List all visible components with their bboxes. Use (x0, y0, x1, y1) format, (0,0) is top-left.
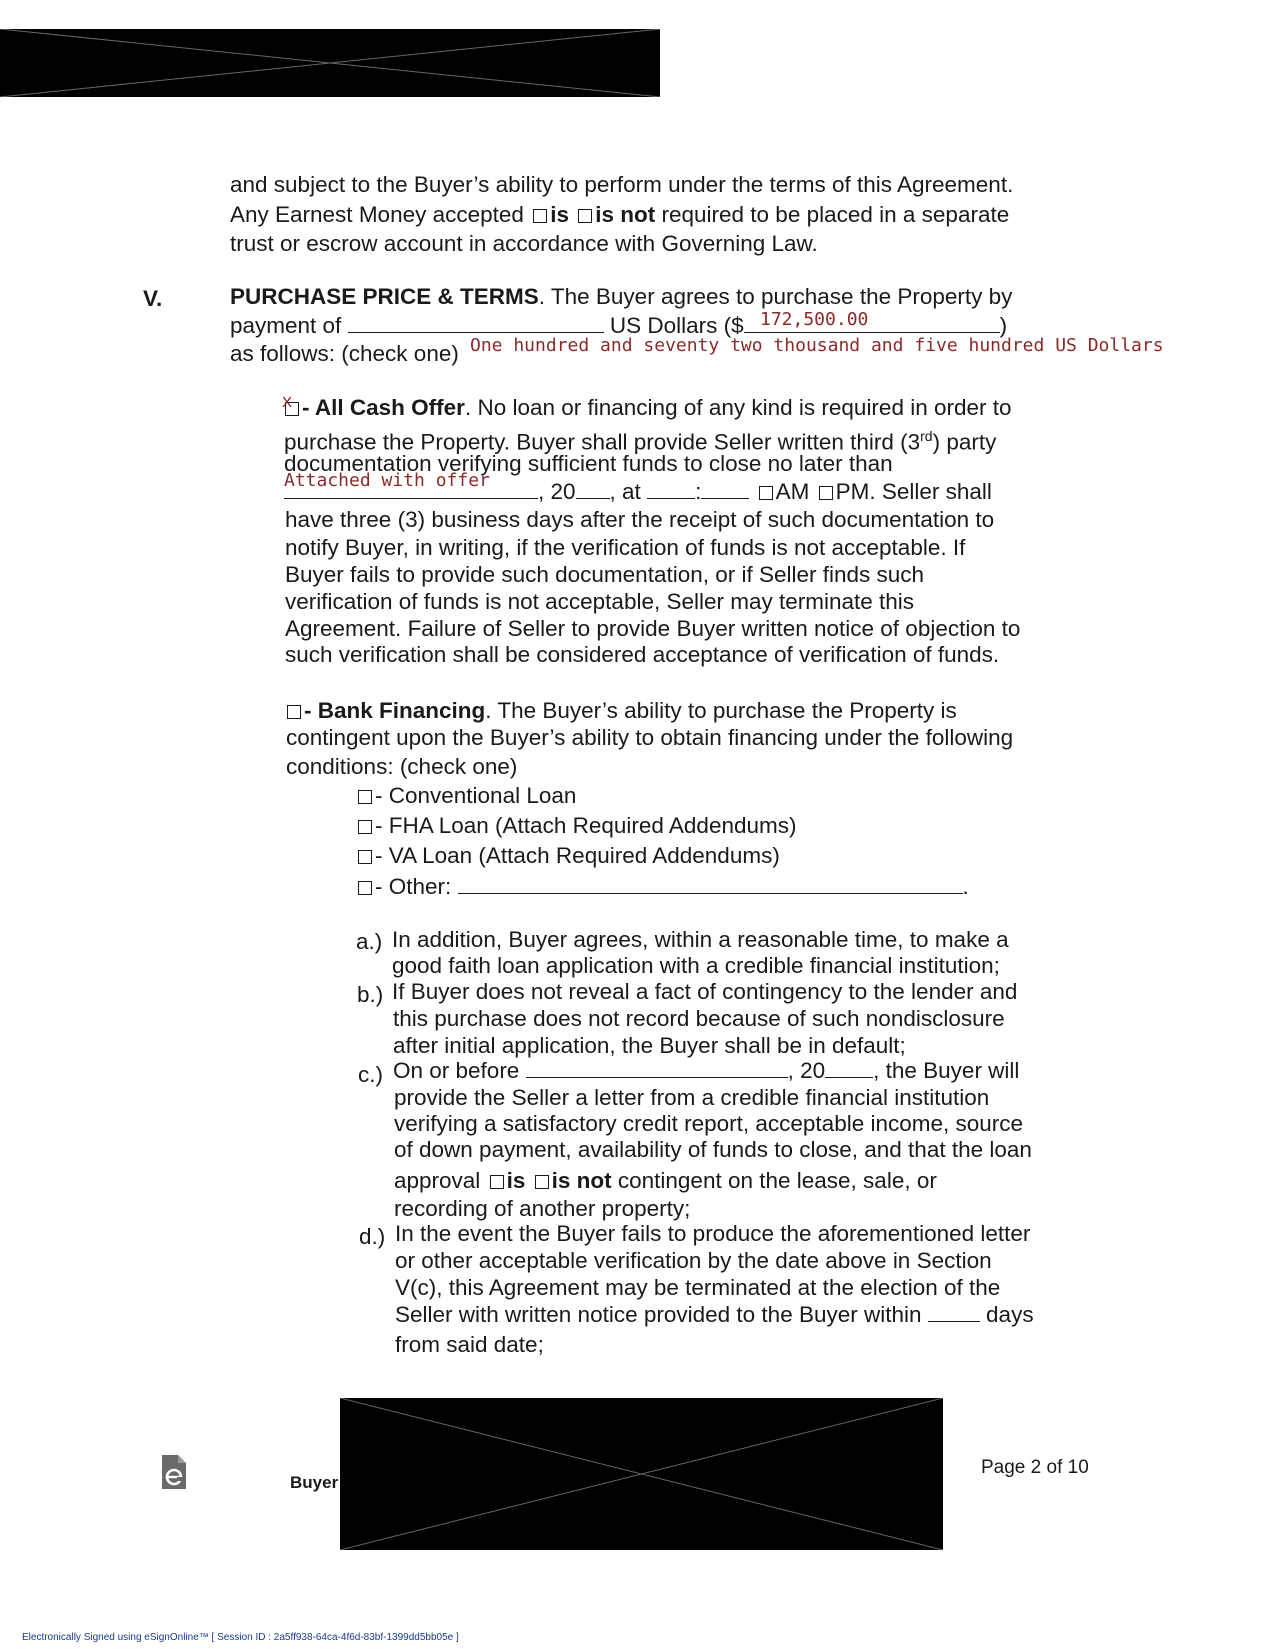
comma-20: , 20 (538, 479, 576, 504)
redaction-signature (340, 1398, 943, 1550)
intro-line-2 (230, 200, 1009, 230)
item-d-line-3: V(c), this Agreement may be terminated at the election of the (395, 1275, 1001, 1300)
bank-financing-line-1-rest: . The Buyer’s ability to purchase the Property is (485, 698, 957, 723)
intro-line-2-post: required to be placed in a separate (661, 202, 1010, 227)
loan-approval-is-label: is (506, 1168, 526, 1193)
cash-offer-body-1: have three (3) business days after the receipt of such documentation to (285, 507, 995, 532)
item-c-line-1-pre: On or before (393, 1058, 520, 1083)
item-c-line-4: of down payment, availability of funds to close, and that the loan (394, 1137, 1032, 1162)
item-b-line-3: after initial application, the Buyer shall be in default; (393, 1033, 906, 1058)
item-c-line-2: provide the Seller a letter from a credible financial institution (394, 1085, 990, 1110)
cash-offer-line-1 (282, 393, 1012, 423)
item-d-line-4-post: days (986, 1302, 1034, 1327)
esign-session-footer: Electronically Signed using eSignOnline™ [ Session ID : 2a5ff938-64ca-4f6d-83bf-1399dd5bb05e ] (22, 1632, 459, 1643)
item-c-line-1-post: , the Buyer will (873, 1058, 1020, 1083)
am-label: AM (775, 479, 810, 504)
on-or-before-year-blank[interactable] (825, 1057, 873, 1078)
fha-loan-label: - FHA Loan (Attach Required Addendums) (375, 813, 797, 838)
item-d-line-4 (395, 1300, 1034, 1330)
item-a-line-1: In addition, Buyer agrees, within a reasonable time, to make a (392, 927, 1009, 952)
item-d-line-4-pre: Seller with written notice provided to the Buyer within (395, 1302, 922, 1327)
item-c-line-6: recording of another property; (394, 1196, 691, 1221)
item-c-line-5 (394, 1166, 937, 1196)
bank-financing-line-2: contingent upon the Buyer’s ability to obtain financing under the following (286, 725, 1014, 750)
section-numeral: V. (143, 286, 163, 311)
am-checkbox[interactable] (759, 486, 773, 500)
intro-line-3: trust or escrow account in accordance with Governing Law. (230, 231, 818, 256)
cash-offer-checkmark: X (282, 394, 293, 411)
item-d-line-5: from said date; (395, 1332, 544, 1357)
payment-words-value: One hundred and seventy two thousand and five hundred US Dollars (470, 335, 1164, 356)
loan-option-other (355, 872, 969, 902)
earnest-is-checkbox[interactable] (533, 209, 547, 223)
payment-of-label: payment of (230, 313, 342, 338)
item-b-label: b.) (357, 982, 384, 1007)
loan-approval-is-not-label: is not (551, 1168, 612, 1193)
pm-label: PM. Seller shall (835, 479, 992, 504)
cash-offer-body-6: such verification shall be considered acceptance of verification of funds. (285, 642, 1000, 667)
cash-offer-line-1-rest: . No loan or financing of any kind is required in order to (464, 395, 1012, 420)
pm-checkbox[interactable] (819, 486, 833, 500)
intro-line-2-pre: Any Earnest Money accepted (230, 202, 524, 227)
loan-option-va (355, 841, 780, 871)
bank-financing-title: - Bank Financing (304, 698, 486, 723)
bank-financing-line-3: conditions: (check one) (286, 754, 518, 779)
cash-offer-body-2: notify Buyer, in writing, if the verification of funds is not acceptable. If (285, 535, 966, 560)
at-label: , at (609, 479, 641, 504)
us-dollars-label: US Dollars ($ (609, 313, 744, 338)
other-loan-label: - Other: (375, 874, 452, 899)
item-c-label: c.) (358, 1062, 383, 1087)
loan-option-fha (355, 811, 796, 841)
item-c-line-5-post: contingent on the lease, sale, or (617, 1168, 937, 1193)
bank-financing-line-1 (284, 696, 957, 726)
earnest-is-not-checkbox[interactable] (578, 209, 592, 223)
cash-offer-body-4: verification of funds is not acceptable, Seller may terminate this (285, 589, 915, 614)
item-d-line-1: In the event the Buyer fails to produce the aforementioned letter (395, 1221, 1031, 1246)
cash-offer-body-5: Agreement. Failure of Seller to provide Buyer written notice of objection to (285, 616, 1021, 641)
cash-offer-checkbox[interactable] (282, 394, 299, 416)
intro-line-1: and subject to the Buyer’s ability to perform under the terms of this Agreement. (230, 172, 1014, 197)
cash-offer-date-line (284, 477, 992, 507)
va-loan-label: - VA Loan (Attach Required Addendums) (375, 843, 780, 868)
cash-line-2-sup: rd (920, 428, 933, 444)
loan-option-conventional (355, 781, 576, 811)
buyer-label: Buyer (290, 1473, 339, 1492)
on-or-before-date-blank[interactable] (526, 1057, 788, 1078)
close-paren: ) (999, 313, 1008, 338)
item-d-line-2: or other acceptable verification by the date above in Section (395, 1248, 992, 1273)
bank-financing-checkbox[interactable] (287, 705, 301, 719)
cash-line-2-post: ) party (932, 429, 997, 455)
cash-line-2-pre: purchase the Property. Buyer shall provide Seller written third (3 (284, 429, 921, 455)
fha-loan-checkbox[interactable] (358, 820, 372, 834)
redaction-top (0, 29, 660, 97)
item-d-label: d.) (359, 1224, 386, 1249)
conventional-loan-label: - Conventional Loan (375, 783, 577, 808)
cash-minute-blank[interactable] (701, 478, 749, 499)
earnest-is-label: is (550, 202, 569, 227)
cash-hour-blank[interactable] (647, 478, 695, 499)
section-heading-rest: . The Buyer agrees to purchase the Property by (538, 284, 1013, 309)
item-c-line-3: verifying a satisfactory credit report, acceptable income, source (394, 1111, 1024, 1136)
payment-words-blank[interactable] (348, 312, 604, 333)
va-loan-checkbox[interactable] (358, 850, 372, 864)
item-b-line-2: this purchase does not record because of such nondisclosure (393, 1006, 1005, 1031)
cash-date-value: Attached with offer (284, 470, 490, 491)
section-heading: PURCHASE PRICE & TERMS (230, 284, 539, 309)
cash-date-blank[interactable] (284, 478, 538, 499)
conventional-loan-checkbox[interactable] (358, 790, 372, 804)
cash-offer-title: - All Cash Offer (302, 395, 465, 420)
section-heading-line (230, 282, 1012, 312)
cash-year-blank[interactable] (576, 478, 610, 499)
item-c-line-1 (393, 1056, 1019, 1086)
earnest-is-not-label: is not (595, 202, 656, 227)
esign-logo-icon (160, 1453, 188, 1491)
item-c-line-5-pre: approval (394, 1168, 481, 1193)
item-a-label: a.) (356, 929, 383, 954)
termination-days-blank[interactable] (928, 1301, 980, 1322)
loan-approval-is-checkbox[interactable] (490, 1175, 504, 1189)
item-c-line-1-mid: , 20 (787, 1058, 826, 1083)
other-loan-blank[interactable] (458, 873, 963, 894)
item-b-line-1: If Buyer does not reveal a fact of contingency to the lender and (392, 979, 1018, 1004)
loan-approval-is-not-checkbox[interactable] (535, 1175, 549, 1189)
cash-offer-line-3: documentation verifying sufficient funds to close no later than (284, 451, 893, 476)
as-follows-label: as follows: (check one) (230, 341, 459, 366)
page-number: Page 2 of 10 (981, 1457, 1089, 1478)
cash-offer-body-3: Buyer fails to provide such documentation, or if Seller finds such (285, 562, 925, 587)
other-loan-checkbox[interactable] (358, 881, 372, 895)
time-colon: : (695, 479, 702, 504)
item-a-line-2: good faith loan application with a credible financial institution; (392, 953, 1000, 978)
other-loan-end: . (962, 874, 969, 899)
payment-amount-value: 172,500.00 (760, 309, 869, 330)
